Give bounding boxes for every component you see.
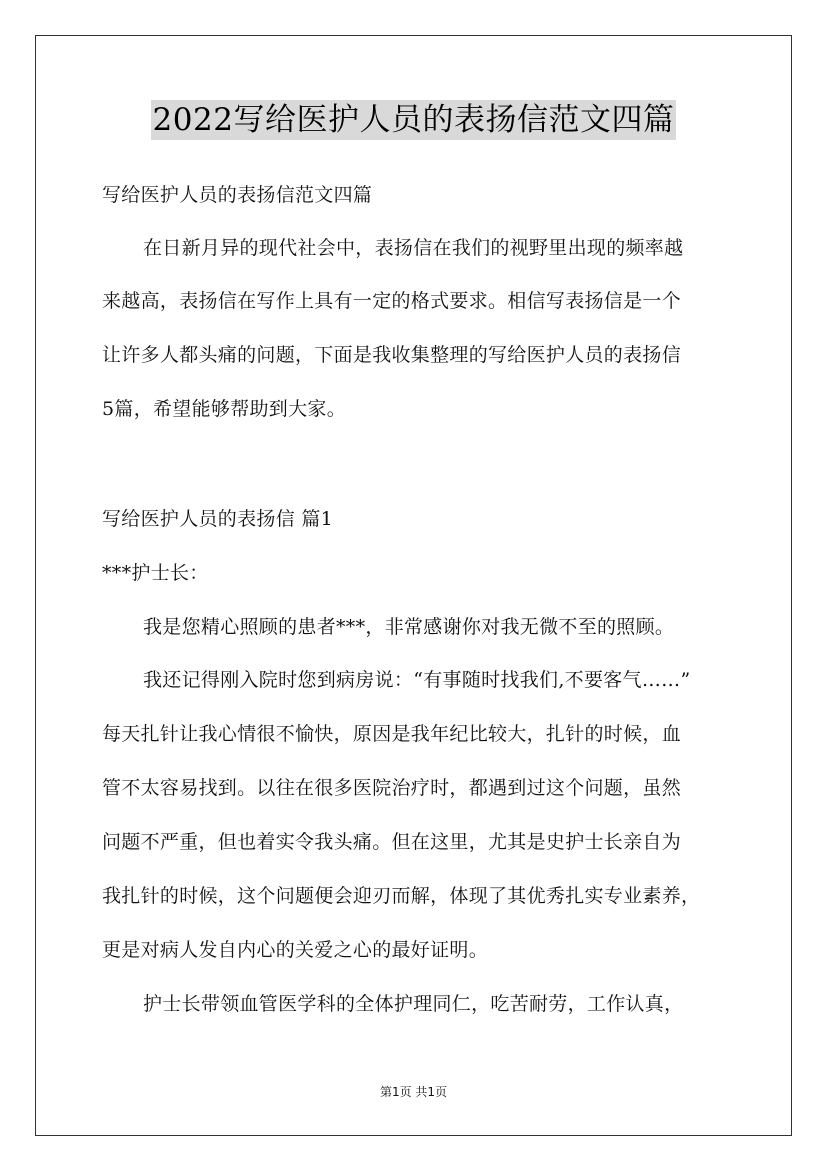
paragraph-2-line-2: 每天扎针让我心情很不愉快，原因是我年纪比较大，扎针的时候，血	[102, 723, 682, 745]
paragraph-2-line-3: 管不太容易找到。以往在很多医院治疗时，都遇到过这个问题，虽然	[102, 777, 682, 799]
salutation: ***护士长：	[102, 562, 209, 584]
intro-line-1: 在日新月异的现代社会中，表扬信在我们的视野里出现的频率越	[143, 237, 684, 259]
paragraph-3-line-1: 护士长带领血管医学科的全体护理同仁，吃苦耐劳，工作认真，	[143, 993, 684, 1015]
title-area	[0, 100, 827, 140]
paragraph-2-line-1: 我还记得刚入院时您到病房说：“有事随时找我们,不要客气……”	[143, 669, 691, 691]
paragraph-2-line-5: 我扎针的时候，这个问题便会迎刃而解，体现了其优秀扎实专业素养，	[102, 885, 701, 907]
paragraph-2-line-4: 问题不严重，但也着实令我头痛。但在这里，尤其是史护士长亲自为	[102, 831, 682, 853]
document-title: 2022写给医护人员的表扬信范文四篇	[152, 102, 675, 138]
page-number: 第1页 共1页	[379, 1085, 448, 1099]
section-heading: 写给医护人员的表扬信 篇1	[102, 508, 334, 530]
intro-line-4: 5篇，希望能够帮助到大家。	[102, 398, 346, 420]
paragraph-2-line-6: 更是对病人发自内心的关爱之心的最好证明。	[102, 939, 489, 961]
subtitle: 写给医护人员的表扬信范文四篇	[102, 184, 373, 206]
intro-line-2: 来越高，表扬信在写作上具有一定的格式要求。相信写表扬信是一个	[102, 290, 682, 312]
paragraph-1: 我是您精心照顾的患者***，非常感谢你对我无微不至的照顾。	[143, 616, 675, 638]
intro-line-3: 让许多人都头痛的问题，下面是我收集整理的写给医护人员的表扬信	[102, 344, 682, 366]
